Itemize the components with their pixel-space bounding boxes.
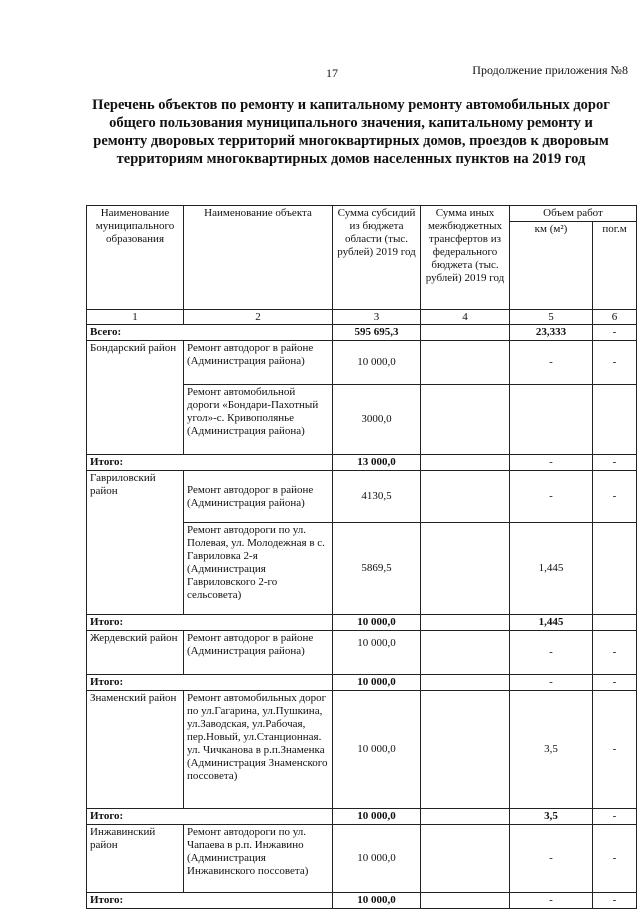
- page-number: 17: [326, 66, 338, 80]
- pogm-cell: -: [593, 825, 637, 893]
- table-row: [87, 691, 637, 809]
- subtotal-row: [87, 615, 637, 631]
- subtotal-transfers: [421, 809, 510, 825]
- subtotal-pogm: -: [593, 455, 637, 471]
- municipality-cell: Жердевский район: [87, 631, 184, 675]
- document-title: Перечень объектов по ремонту и капитальному ремонту автомобильных дорог общего пользования муниципального значения, капитальному ремонту и ремонту дворовых территорий многоквартирных домов, проездов к дворовым территориям многоквартирных домов населенных пунктов на 2019 год: [92, 97, 610, 167]
- subsidy-cell: 3000,0: [333, 385, 421, 455]
- header-municipality: Наименование муниципального образования: [87, 206, 184, 310]
- km-cell: -: [510, 631, 593, 675]
- subtotal-pogm: -: [593, 675, 637, 691]
- km-cell: -: [510, 341, 593, 385]
- pogm-cell: [593, 385, 637, 455]
- km-cell: [510, 385, 593, 455]
- object-cell: Ремонт автодороги по ул. Полевая, ул. Молодежная в с. Гавриловка 2-я (Администрация Гавриловского 2-го сельсовета): [184, 523, 333, 615]
- subtotal-transfers: [421, 675, 510, 691]
- transfers-cell: [421, 385, 510, 455]
- object-cell: Ремонт автодороги по ул. Чапаева в р.п. Инжавино (Администрация Инжавинского поссовета): [184, 825, 333, 893]
- km-cell: 1,445: [510, 523, 593, 615]
- municipality-cell: Гавриловский район: [87, 471, 184, 615]
- subsidy-cell: 10 000,0: [333, 691, 421, 809]
- grand-total-transfers: [421, 325, 510, 341]
- subsidy-cell: 5869,5: [333, 523, 421, 615]
- subtotal-row: [87, 675, 637, 691]
- subtotal-subsidy: 10 000,0: [333, 809, 421, 825]
- pogm-cell: [593, 523, 637, 615]
- transfers-cell: [421, 825, 510, 893]
- municipality-cell: Знаменский район: [87, 691, 184, 809]
- km-cell: -: [510, 471, 593, 523]
- table-row: [87, 341, 637, 385]
- subtotal-transfers: [421, 455, 510, 471]
- subtotal-subsidy: 10 000,0: [333, 893, 421, 909]
- subtotal-row: [87, 455, 637, 471]
- subtotal-label: Итого:: [87, 615, 333, 631]
- subtotal-pogm: -: [593, 809, 637, 825]
- transfers-cell: [421, 631, 510, 675]
- pogm-cell: -: [593, 631, 637, 675]
- column-number: 2: [184, 310, 333, 325]
- header-subsidy: Сумма субсидий из бюджета области (тыс. рублей) 2019 год: [333, 206, 421, 310]
- grand-total-label: Всего:: [87, 325, 333, 341]
- object-cell: Ремонт автомобильной дороги «Бондари-Пахотный угол»-с. Кривополянье (Администрация района): [184, 385, 333, 455]
- km-cell: -: [510, 825, 593, 893]
- transfers-cell: [421, 523, 510, 615]
- table-row: [87, 471, 637, 523]
- municipality-cell: Инжавинский район: [87, 825, 184, 893]
- subtotal-transfers: [421, 893, 510, 909]
- subtotal-subsidy: 10 000,0: [333, 615, 421, 631]
- column-numbers-row: [87, 310, 637, 325]
- subtotal-km: -: [510, 675, 593, 691]
- subtotal-km: -: [510, 455, 593, 471]
- grand-total-row: [87, 325, 637, 341]
- header-km: км (м²): [510, 222, 593, 310]
- header-transfers: Сумма иных межбюджетных трансфертов из федерального бюджета (тыс. рублей) 2019 год: [421, 206, 510, 310]
- subtotal-subsidy: 13 000,0: [333, 455, 421, 471]
- pogm-cell: -: [593, 341, 637, 385]
- subsidy-cell: 10 000,0: [333, 631, 421, 675]
- pogm-cell: -: [593, 471, 637, 523]
- subsidy-cell: 10 000,0: [333, 341, 421, 385]
- transfers-cell: [421, 691, 510, 809]
- objects-table: [86, 205, 637, 909]
- subtotal-pogm: -: [593, 893, 637, 909]
- pogm-cell: -: [593, 691, 637, 809]
- header-volume: Объем работ: [510, 206, 637, 222]
- column-number: 3: [333, 310, 421, 325]
- subtotal-km: -: [510, 893, 593, 909]
- subtotal-label: Итого:: [87, 675, 333, 691]
- table-row: [87, 631, 637, 675]
- subtotal-row: [87, 809, 637, 825]
- subtotal-row: [87, 893, 637, 909]
- transfers-cell: [421, 471, 510, 523]
- subsidy-cell: 4130,5: [333, 471, 421, 523]
- transfers-cell: [421, 341, 510, 385]
- grand-total-subsidy: 595 695,3: [333, 325, 421, 341]
- subtotal-label: Итого:: [87, 455, 333, 471]
- header-pogm: пог.м: [593, 222, 637, 310]
- column-number: 1: [87, 310, 184, 325]
- object-cell: Ремонт автодорог в районе (Администрация района): [184, 341, 333, 385]
- subtotal-km: 3,5: [510, 809, 593, 825]
- subtotal-label: Итого:: [87, 809, 333, 825]
- municipality-cell: Бондарский район: [87, 341, 184, 455]
- header-object: Наименование объекта: [184, 206, 333, 310]
- grand-total-pogm: -: [593, 325, 637, 341]
- km-cell: 3,5: [510, 691, 593, 809]
- column-number: 4: [421, 310, 510, 325]
- object-cell: Ремонт автодорог в районе (Администрация района): [184, 471, 333, 523]
- subsidy-cell: 10 000,0: [333, 825, 421, 893]
- subtotal-label: Итого:: [87, 893, 333, 909]
- object-cell: Ремонт автодорог в районе (Администрация района): [184, 631, 333, 675]
- table-row: [87, 825, 637, 893]
- column-number: 5: [510, 310, 593, 325]
- subtotal-km: 1,445: [510, 615, 593, 631]
- object-cell: Ремонт автомобильных дорог по ул.Гагарина, ул.Пушкина, ул.Заводская, ул.Рабочая, пер.Новый, ул.Станционная. ул. Чичканова в р.п.Знаменка (Администрация Знаменского поссовета): [184, 691, 333, 809]
- subtotal-subsidy: 10 000,0: [333, 675, 421, 691]
- appendix-note: Продолжение приложения №8: [472, 63, 628, 77]
- column-number: 6: [593, 310, 637, 325]
- subtotal-pogm: [593, 615, 637, 631]
- grand-total-km: 23,333: [510, 325, 593, 341]
- subtotal-transfers: [421, 615, 510, 631]
